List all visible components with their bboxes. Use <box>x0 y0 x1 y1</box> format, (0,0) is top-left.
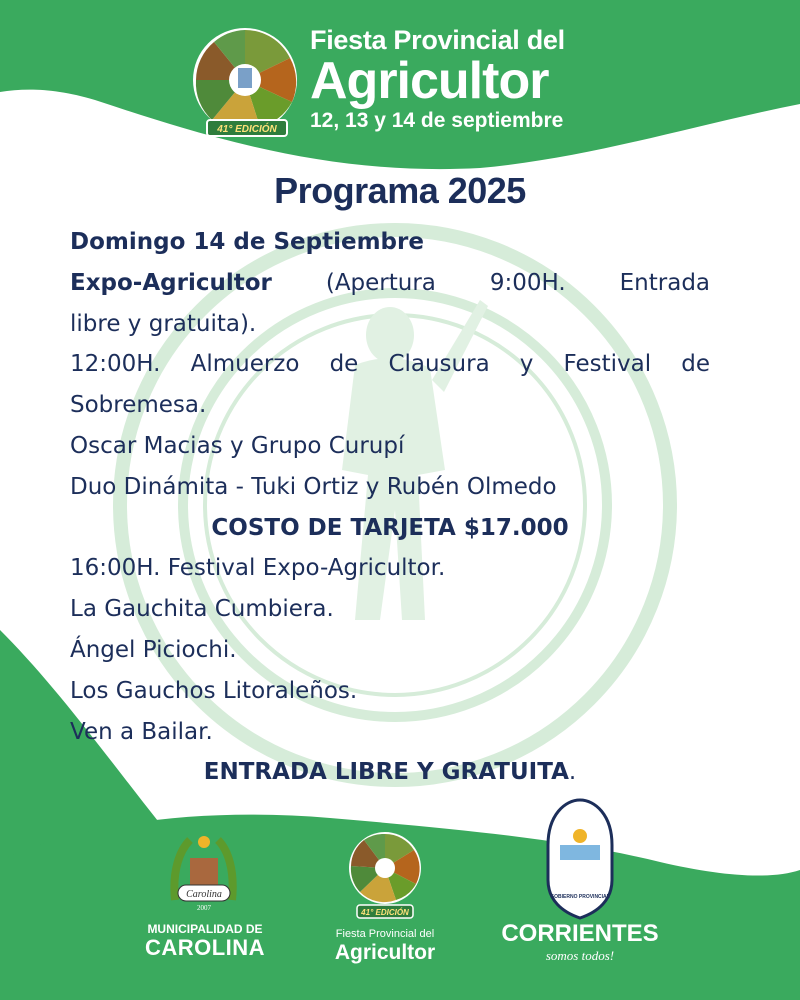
province-tagline: somos todos! <box>545 948 615 963</box>
artist-1: Oscar Macias y Grupo Curupí <box>70 432 405 459</box>
ticket-cost: COSTO DE TARJETA $17.000 <box>211 514 569 541</box>
fest-footer-name: Agricultor <box>334 941 436 964</box>
lunch-line-1: 12:00H. Almuerzo de Clausura y Festival de <box>70 351 710 378</box>
festival-dates: 12, 13 y 14 de septiembre <box>310 109 564 132</box>
municipality-badge-text: Carolina <box>186 889 222 900</box>
festival-logo <box>193 28 297 136</box>
province-name: CORRIENTES <box>501 920 659 947</box>
province-seal-text: GOBIERNO PROVINCIAL <box>550 894 610 900</box>
province-seal <box>548 800 612 918</box>
festival-name: Agricultor <box>310 52 549 110</box>
fest-footer-label <box>315 928 455 965</box>
band-1: La Gauchita Cumbiera. <box>70 596 334 623</box>
program-day: Domingo 14 de Septiembre <box>70 229 424 255</box>
artist-2: Duo Dinámita - Tuki Ortiz y Rubén Olmedo <box>70 473 557 500</box>
festival-time: 16:00H. Festival Expo-Agricultor. <box>70 555 446 582</box>
free-entry-line <box>70 752 710 793</box>
fest-footer-small: Fiesta Provincial del <box>335 928 435 940</box>
municipality-label <box>130 922 280 960</box>
expo-line-cont: libre y gratuita). <box>70 310 257 337</box>
footer-edition-badge: 41° EDICIÓN <box>361 908 409 917</box>
municipality-small: MUNICIPALIDAD DE <box>147 922 263 936</box>
program-schedule <box>70 222 710 793</box>
expo-name: Expo-Agricultor <box>70 269 272 296</box>
band-3: Los Gauchos Litoraleños. <box>70 677 358 704</box>
band-4: Ven a Bailar. <box>70 718 213 745</box>
festival-subtitle: Fiesta Provincial del <box>310 25 565 55</box>
expo-opening: (Apertura 9:00H. Entrada <box>325 269 711 296</box>
band-2: Ángel Piciochi. <box>70 636 237 663</box>
province-label <box>485 920 675 964</box>
municipality-name: CAROLINA <box>144 935 266 960</box>
program-title: Programa 2025 <box>274 170 526 211</box>
free-entry: ENTRADA LIBRE Y GRATUITA <box>203 759 569 786</box>
footer-festival-logo <box>349 832 421 918</box>
free-entry-period: . <box>568 759 577 786</box>
header-edition-badge: 41° EDICIÓN <box>217 124 277 135</box>
lunch-line-2: Sobremesa. <box>70 392 207 419</box>
municipality-badge-year: 2007 <box>197 904 211 912</box>
header-title <box>310 24 610 134</box>
expo-line <box>70 263 710 304</box>
